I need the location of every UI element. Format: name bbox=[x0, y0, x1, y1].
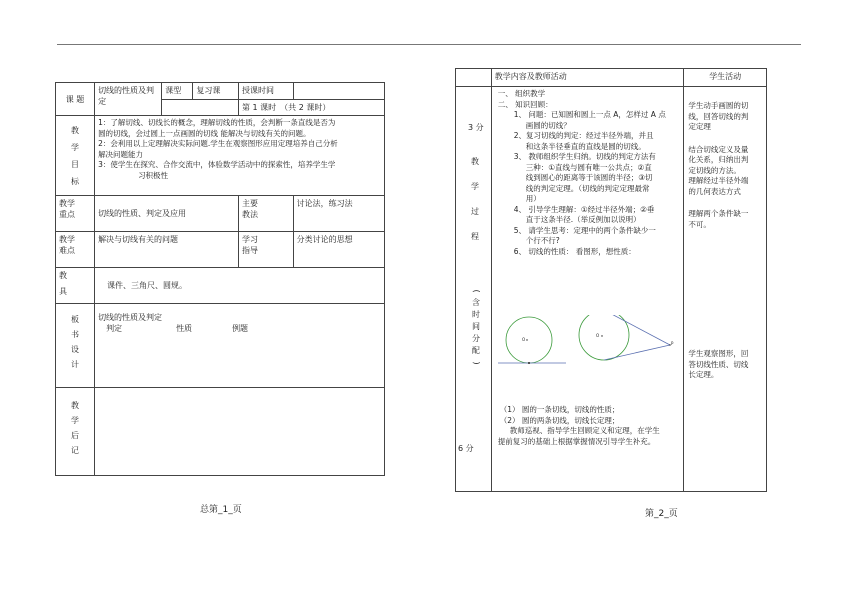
tangent-point bbox=[528, 362, 530, 364]
student-text-1: 学生动手画圆的切 线，回答切线的判 定定理 结合切线定义及量 化关系，归纳出判 定切线的方法。 理解经过半径外端 的几何表达方式 理解两个条件缺一 不可。 bbox=[688, 101, 749, 229]
circle-two-tangents bbox=[579, 315, 629, 360]
tangent-upper bbox=[604, 315, 670, 345]
method-value: 讨论法，练习法 bbox=[293, 196, 384, 232]
tangent-lower bbox=[604, 345, 670, 360]
diff-value: 解决与切线有关的问题 bbox=[95, 232, 239, 268]
center-label-2: O bbox=[595, 333, 599, 338]
lesson-plan-table bbox=[55, 82, 385, 476]
guide-label: 学习 指导 bbox=[239, 232, 294, 268]
time-allocation-label: ( 含 时 间 分 配 ) bbox=[472, 289, 481, 365]
key-label: 教学 重点 bbox=[56, 196, 95, 232]
reflect-area bbox=[95, 388, 385, 476]
time-label: 授课时间 bbox=[239, 83, 294, 100]
key-value: 切线的性质、判定及应用 bbox=[95, 196, 239, 232]
tool-label: 教 具 bbox=[56, 268, 95, 304]
keti-value: 切线的性质及判定 bbox=[95, 83, 162, 116]
board-label: 板 书 设 计 bbox=[56, 304, 95, 388]
diff-label: 教学 难点 bbox=[56, 232, 95, 268]
center-dot-1 bbox=[526, 339, 527, 340]
content-header: 教学内容及教师活动 bbox=[491, 69, 684, 87]
time-value bbox=[293, 83, 384, 100]
right-page-number: 第_2_页 bbox=[645, 509, 678, 519]
student-header: 学生活动 bbox=[684, 69, 767, 87]
top-rule bbox=[57, 44, 801, 45]
external-point bbox=[669, 344, 670, 345]
method-label: 主要 教法 bbox=[239, 196, 294, 232]
tangent-figures bbox=[496, 315, 682, 385]
goal-label: 教 学 目 标 bbox=[56, 116, 95, 196]
lesson-count: 第 1 课时 （共 2 课时） bbox=[239, 100, 385, 116]
board-design: 切线的性质及判定 判定 性质 例题 bbox=[95, 304, 385, 388]
time-6min: 6 分 bbox=[458, 444, 474, 453]
content-bottom-text: （1） 圆的一条切线，切线的性质； （2） 圆的两条切线，切线长定理； 教师巡视、指导学生回顾定义和定理，在学生 提前复习的基础上根据掌握情况引导学生补充。 bbox=[497, 405, 660, 446]
tool-value: 课件、三角尺、圆规。 bbox=[95, 268, 385, 304]
process-label: 教 学 过 程 bbox=[471, 157, 479, 241]
content-column bbox=[491, 87, 684, 492]
teaching-process-table bbox=[455, 68, 767, 492]
content-text: 一、 组织教学 二、 知识回顾： 1、 问题：已知圆和圆上一点 A，怎样过 A 点 画圆的切线？ 2、复习切线的判定：经过半径外端，并且 和这条半径垂直的直线是圆的切线。 3、 教师组织学生归纳。切线的判定方法有 三种：①直线与圆有唯一公共点；②直 线到圆心的距离等于该圆的半径；③切 线的判定定理。（切线的判定定理最常 用） 4、 引导学生理解：①经过半径外端；②垂 直于这条半径.（举反例加以说明） 5、 请学生思考：定理中的两个条件缺少一 个行不行? 6、 切线的性质： 看图形，想性质： bbox=[497, 89, 666, 256]
student-text-2: 学生观察图形，回 答切线性质、切线 长定理。 bbox=[688, 349, 749, 379]
circle-one-tangent bbox=[506, 317, 552, 363]
keti-label: 课 题 bbox=[56, 83, 95, 116]
center-dot-2 bbox=[601, 335, 602, 336]
type-label: 课型 bbox=[162, 83, 193, 100]
goal-text: 1：了解切线、切线长的概念，理解切线的性质，会判断一条直线是否为 圆的切线，会过圆上一点画圆的切线 能解决与切线有关的问题。 2：会利用以上定理解决实际问题.学生在观察图形应用定理培养自己分析 解决问题能力 3：使学生在探究、合作交流中，体验数学活动中的探索性，培养学生学 习积极性 bbox=[95, 116, 385, 196]
time-3min: 3 分 bbox=[468, 123, 484, 132]
process-column bbox=[456, 87, 492, 492]
student-column bbox=[684, 87, 767, 492]
reflect-label: 教 学 后 记 bbox=[56, 388, 95, 476]
left-page-number: 总第_1_页 bbox=[200, 505, 242, 515]
point-label-p: P bbox=[670, 341, 674, 346]
guide-value: 分类讨论的思想 bbox=[293, 232, 384, 268]
center-label-1: O bbox=[521, 337, 525, 342]
type-value: 复习课 bbox=[193, 83, 239, 100]
